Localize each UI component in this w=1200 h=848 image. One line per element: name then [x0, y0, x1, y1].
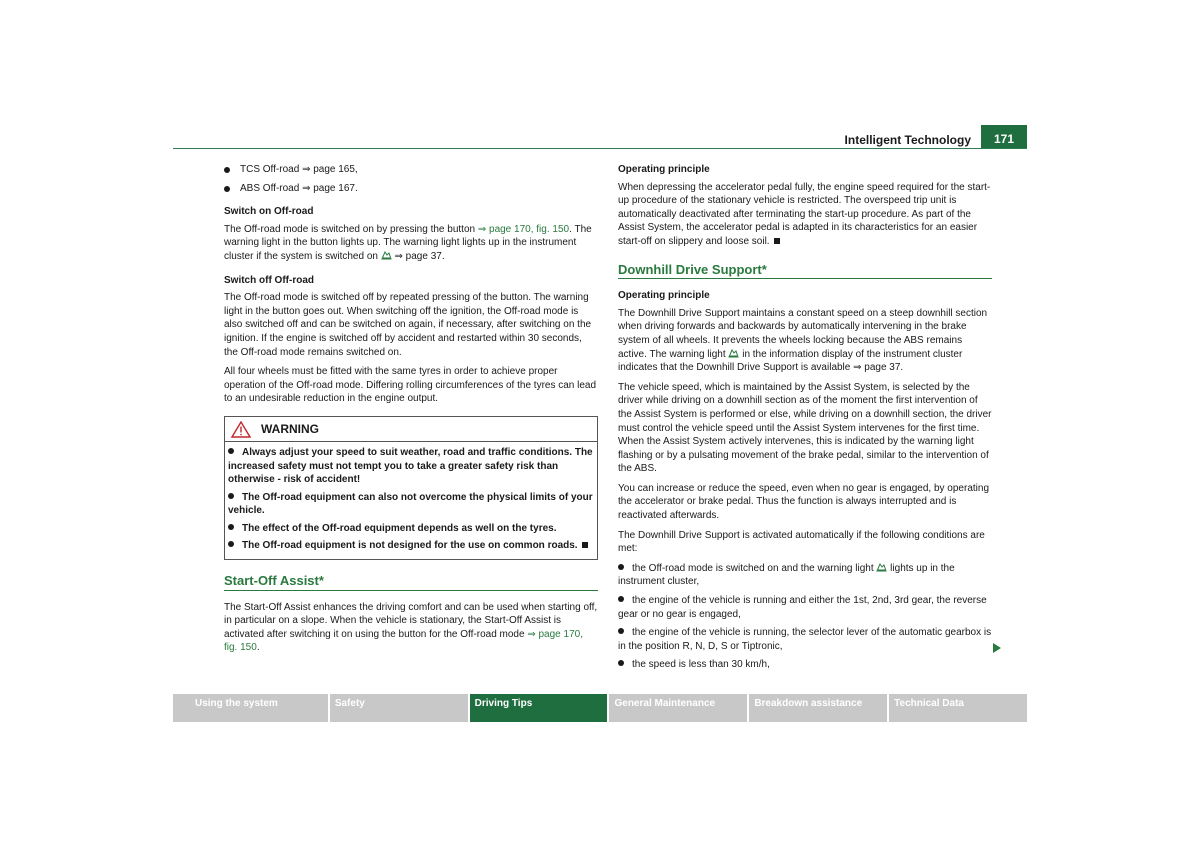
- tab-general-maintenance[interactable]: General Maintenance: [609, 694, 747, 722]
- paragraph-start-off: The Start-Off Assist enhances the driving comfort and can be used when starting off, in particular on a slope. When the vehicle is stationary, the Start-Off Assist is activated after switching it on using the button for the Off-road mode ⇒ page 170, fig. 150.: [224, 601, 598, 654]
- page-link[interactable]: ⇒ page 165,: [302, 164, 358, 175]
- bullet-icon: [618, 564, 624, 570]
- figure-link[interactable]: ⇒ page 170, fig. 150: [224, 628, 583, 654]
- paragraph-operating-principle: When depressing the accelerator pedal fully, the engine speed required for the start-up procedure of the stationary vehicle is restricted. The overspeed trip unit is automatically deactivated after terminating the start-up procedure. As part of the Assist System, the accelerator pedal is adapted in its characteristics for an easier start-off on slippery and loose soil.: [618, 181, 991, 247]
- bullet-icon: [618, 628, 624, 634]
- subheading-operating-principle: Operating principle: [618, 290, 710, 302]
- list-item: ABS Off-road ⇒ page 167.: [224, 182, 598, 196]
- paragraph-downhill-1: The Downhill Drive Support maintains a constant speed on a steep downhill section when driving forwards and backwards by automatically intervening in the brake system of all wheels. It prevents the wheels locking because the ABS remains active. The warning light in the information display of the instrument cluster indicates that the Downhill Drive Support is available ⇒ page 37.: [618, 307, 988, 374]
- header-rule: [173, 148, 1027, 149]
- continue-arrow-icon: [993, 643, 1001, 653]
- list-item: the engine of the vehicle is running, the selector lever of the automatic gearbox is in the position R, N, D, S or Tiptronic,: [618, 627, 992, 652]
- paragraph-downhill-2: The vehicle speed, which is maintained by the Assist System, is selected by the driver while driving on a downhill section as of the moment the first intervention of the Assist System is performed or else, while driving on a downhill section, the driver must control the vehicle speed until the Assist System intervenes for the first time. When the Assist System actively intervenes, this is indicated by the warning light flashing or by a pulsating movement of the brake pedal, similar to the intervention of the ABS.: [618, 381, 992, 475]
- list-item: TCS Off-road ⇒ page 165,: [224, 163, 598, 177]
- right-column: [618, 163, 992, 677]
- figure-link[interactable]: ⇒ page 170, fig. 150: [477, 223, 570, 235]
- paragraph-switch-off: The Off-road mode is switched off by repeated pressing of the button. The warning light in the button goes out. When switching off the ignition, the Off-road mode is also switched off and can be switched on again, if necessary, after switching on the ignition. If the engine is switched off by accident and restarted within 30 seconds, the Off-road mode remains switched on.: [224, 292, 592, 358]
- warning-box: [224, 416, 598, 560]
- end-of-section-icon: [582, 542, 588, 548]
- tab-technical-data[interactable]: Technical Data: [889, 694, 1027, 722]
- subheading-switch-on: Switch on Off-road: [224, 206, 314, 218]
- bullet-icon: [228, 541, 234, 547]
- offroad-warning-light-icon: [876, 562, 887, 572]
- warning-item: The Off-road equipment can also not overcome the physical limits of your vehicle.: [228, 491, 593, 517]
- section-title-start-off-assist: Start-Off Assist*: [224, 574, 598, 591]
- list-item: the speed is less than 30 km/h,: [618, 658, 992, 672]
- warning-triangle-icon: [231, 421, 251, 438]
- downhill-warning-light-icon: [728, 348, 739, 358]
- warning-item: Always adjust your speed to suit weather, road and traffic conditions. The increased safety must not tempt you to take a greater safety risk than otherwise - risk of accident!: [228, 446, 593, 486]
- tab-using-the-system[interactable]: Using the system: [173, 694, 328, 722]
- left-column: [224, 163, 598, 661]
- warning-title: WARNING: [261, 421, 319, 436]
- bullet-icon: [228, 524, 234, 530]
- page-link[interactable]: ⇒ page 167.: [302, 182, 358, 194]
- tab-driving-tips[interactable]: Driving Tips: [470, 694, 608, 722]
- paragraph-downhill-4: The Downhill Drive Support is activated automatically if the following conditions are met:: [618, 529, 985, 555]
- warning-item: The effect of the Off-road equipment depends as well on the tyres.: [228, 522, 594, 536]
- bullet-icon: [224, 186, 230, 192]
- tab-breakdown-assistance[interactable]: Breakdown assistance: [749, 694, 887, 722]
- bullet-icon: [224, 167, 230, 173]
- list-item: the engine of the vehicle is running and either the 1st, 2nd, 3rd gear, the reverse gear or no gear is engaged,: [618, 595, 987, 620]
- section-title-downhill-drive-support: Downhill Drive Support*: [618, 263, 992, 280]
- tab-safety[interactable]: Safety: [330, 694, 468, 722]
- bullet-icon: [618, 660, 624, 666]
- page-number: 171: [981, 125, 1027, 149]
- bullet-icon: [228, 448, 234, 454]
- offroad-warning-light-icon: [381, 250, 392, 260]
- bullet-icon: [228, 493, 234, 499]
- paragraph-switch-on: The Off-road mode is switched on by pressing the button ⇒ page 170, fig. 150. The warning light in the button lights up. The warning light lights up in the instrument cluster if the system is switched on ⇒ page 37.: [224, 223, 592, 262]
- end-of-section-icon: [774, 238, 780, 244]
- warning-item: The Off-road equipment is not designed for the use on common roads.: [228, 539, 594, 553]
- list-item: the Off-road mode is switched on and the warning light lights up in the instrument cluster,: [618, 562, 955, 588]
- paragraph-downhill-3: You can increase or reduce the speed, even when no gear is engaged, by operating the accelerator or brake pedal. Thus the function is always interrupted and is reactivated afterwards.: [618, 482, 990, 522]
- bullet-icon: [618, 596, 624, 602]
- subheading-switch-off: Switch off Off-road: [224, 274, 314, 286]
- warning-header: [225, 417, 597, 442]
- warning-body: [225, 442, 597, 559]
- subheading-operating-principle: Operating principle: [618, 164, 710, 175]
- chapter-navigation: [173, 694, 1027, 722]
- paragraph-tyres: All four wheels must be fitted with the same tyres in order to achieve proper operation of the Off-road mode. Differing rolling circumferences of the tyres can lead to an undesirable reduction in the engine output.: [224, 366, 597, 405]
- header-title: Intelligent Technology: [844, 133, 971, 147]
